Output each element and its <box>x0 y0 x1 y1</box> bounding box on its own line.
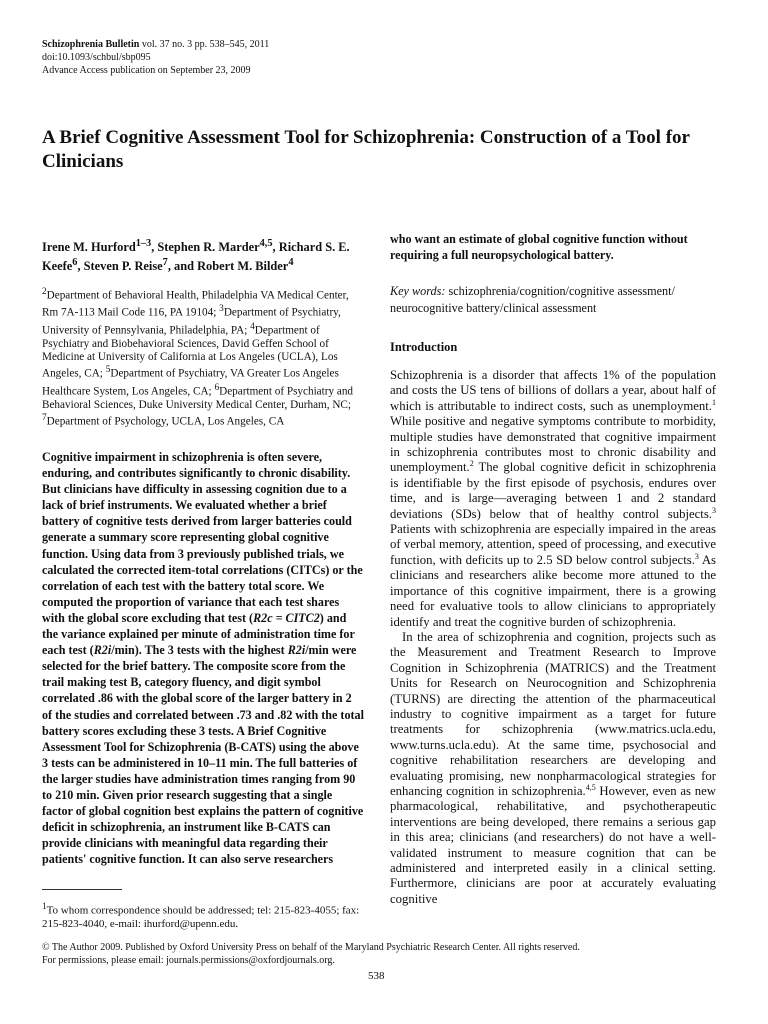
paragraph-text: The global cognitive deficit in schizophrenia is identifiable by the first episode of psychosis, endures over time, and is large—averaging between 1 and 2 standard deviations (SDs) below that of healthy control subjects. <box>390 460 716 521</box>
affiliation-text: Department of Behavioral Health, Philadelphia VA Medical Center, Rm 7A-113 Mail Code 116, PA 19104; <box>42 289 349 320</box>
journal-header <box>42 38 269 77</box>
doi: doi:10.1093/schbul/sbp095 <box>42 52 151 63</box>
citation-mark: 2 <box>469 459 474 469</box>
abstract-text: /min). The 3 tests with the highest <box>111 643 288 658</box>
paragraph-text: Patients with schizophrenia are especially impaired in the areas of verbal memory, attention, speed of processing, and executive function, with deficits up to 2.5 SD below control subjects. <box>390 522 716 567</box>
copyright-line: © The Author 2009. Published by Oxford University Press on behalf of the Maryland Psychiatric Research Center. All rights reserved. <box>42 942 580 953</box>
journal-citation <box>42 38 269 51</box>
intro-paragraph-1 <box>390 368 716 630</box>
affiliation-mark: 3 <box>219 304 224 315</box>
affiliation-mark: 6 <box>214 382 220 393</box>
affiliation-mark: 5 <box>105 365 111 376</box>
author-name: , Stephen R. Marder <box>151 240 260 255</box>
journal-name: Schizophrenia Bulletin <box>42 39 140 50</box>
intro-paragraph-2 <box>390 630 716 907</box>
author-name: Irene M. Hurford <box>42 240 136 255</box>
affiliation-text: Department of Psychiatry and Biobehavioral Sciences, David Geffen School of Medicine at University of California at Los Angeles (UCLA), Los Angeles, CA; <box>42 324 338 381</box>
keywords <box>390 283 716 316</box>
citation-mark: 3 <box>712 505 716 515</box>
affiliation-mark: 4 <box>250 321 255 332</box>
author-list <box>42 236 364 274</box>
author-name: , and Robert M. Bilder <box>167 259 289 274</box>
correspondence-footnote <box>42 900 364 931</box>
footnote-divider <box>42 889 122 890</box>
abstract-text: Cognitive impairment in schizophrenia is often severe, enduring, and contributes significantly to chronic disability. But clinicians have difficulty in assessing cognition due to a lack of brief instruments. We evaluated whether a brief battery of cognitive tests derived from larger batteries could generate a summary score representing global cognitive function. Using data from 3 previously published trials, we calculated the corrected item-total correlations (CITCs) or the correlation of each test with the battery total score. We computed the proportion of variance that each test shares with the global score excluding that test ( <box>42 450 363 625</box>
footnote-text: To whom correspondence should be addressed; tel: 215-823-4055; fax: 215-823-4040, e-mail: ihurford@upenn.edu. <box>42 904 360 931</box>
abstract <box>42 449 364 867</box>
article-title: A Brief Cognitive Assessment Tool for Schizophrenia: Construction of a Tool for Clinicians <box>42 127 690 172</box>
citation-mark: 3 <box>694 551 699 561</box>
formula-r2i: R2i <box>287 643 306 658</box>
author-affiliation-mark: 6 <box>72 257 78 269</box>
affiliation-text: Department of Psychiatry, VA Greater Los Angeles Healthcare System, Los Angeles, CA; <box>42 368 339 398</box>
paragraph-text: In the area of schizophrenia and cognition, projects such as the Measurement and Treatment Research to Improve Cognition in Schizophrenia (MATRICS) and the Treatment Units for Research on Neurocognition and Schizophrenia (TURNS) are directing the attention of the pharmaceutical industry to cognitive impairment as a target for future treatments for schizophrenia (www.matrics.ucla.edu, www.turns.ucla.edu). At the same time, psychosocial and cognitive rehabilitation researchers are developing and evaluating promising, new nonpharmacological strategies for enhancing cognition in schizophrenia. <box>390 629 716 798</box>
permissions-line: For permissions, please email: journals.permissions@oxfordjournals.org. <box>42 954 335 966</box>
formula-r2i: R2i <box>93 643 112 658</box>
paragraph-text: While positive and negative symptoms contribute to morbidity, multiple studies have demonstrated that cognitive impairment in schizophrenia contributes most to chronic disability and unemployment. <box>390 414 716 475</box>
keywords-label: Key words: <box>390 284 446 299</box>
abstract-continued: who want an estimate of global cognitive function without requiring a full neuropsychological battery. <box>390 232 688 263</box>
author-affiliation-mark: 7 <box>162 257 168 269</box>
section-heading-introduction: Introduction <box>390 340 458 354</box>
volume-info: vol. 37 no. 3 pp. 538–545, 2011 <box>139 39 270 50</box>
page-number: 538 <box>368 970 385 982</box>
abstract-text: ) and the variance explained per minute of administration time for each test ( <box>42 610 355 658</box>
paragraph-text: As clinicians and researchers alike become more attuned to the importance of this cognitive impairment, there is a growing need for evaluative tools to allow clinicians to appropriately identify and treat the cognitive burden of schizophrenia. <box>390 552 716 629</box>
affiliation-mark: 2 <box>42 287 47 298</box>
affiliation-text: Department of Psychology, UCLA, Los Angeles, CA <box>46 415 285 428</box>
affiliation-mark: 7 <box>42 413 47 424</box>
footnote-mark: 1 <box>42 901 47 911</box>
author-name: , Richard S. E. Keefe <box>42 240 350 274</box>
formula-r2c: R2c = CITC2 <box>253 610 320 625</box>
author-name: , Steven P. Reise <box>77 259 163 274</box>
right-column <box>390 231 716 907</box>
affiliations <box>42 286 364 429</box>
paragraph-text: However, even as new pharmacological, rehabilitative, and psychotherapeutic interventions are being developed, there remains a serious gap in this area; clinicians (and researchers) do not have a well-validated instrument to measure cognition that can be administered and interpreted easily in a clinical setting. Furthermore, clinicians are poor at accurately evaluating cognitive <box>390 783 716 906</box>
author-affiliation-mark: 1–3 <box>135 238 152 249</box>
advance-access-date: Advance Access publication on September 23, 2009 <box>42 65 251 76</box>
left-column <box>42 236 364 429</box>
affiliation-text: Department of Psychiatry and Behavioral Sciences, Duke University Medical Center, Durham, NC; <box>42 385 354 411</box>
author-affiliation-mark: 4 <box>288 257 294 269</box>
keywords-text: schizophrenia/cognition/cognitive assessment/ neurocognitive battery/clinical assessment <box>390 284 675 315</box>
citation-mark: 1 <box>712 397 716 407</box>
citation-mark: 4,5 <box>585 782 596 792</box>
affiliation-text: Department of Psychiatry, University of Pennsylvania, Philadelphia, PA; <box>42 307 341 337</box>
author-affiliation-mark: 4,5 <box>259 238 273 249</box>
copyright-notice <box>42 942 580 967</box>
paragraph-text: Schizophrenia is a disorder that affects 1% of the population and costs the US tens of billions of dollars a year, about half of which is attributable to indirect costs, such as unemployment. <box>390 368 716 413</box>
abstract-text: /min were selected for the brief battery. The composite score from the trail making test B, category fluency, and digit symbol correlated .86 with the global score of the larger battery in 2 of the studies and correlated between .73 and .82 with the total battery scores excluding these 3 tests. A Brief Cognitive Assessment Tool for Schizophrenia (B-CATS) using the above 3 tests can be administered in 10–11 min. The full batteries of the larger studies have administration times ranging from 90 to 210 min. Given prior research suggesting that a single factor of global cognition best explains the pattern of cognitive deficit in schizophrenia, an instrument like B-CATS can provide clinicians with meaningful data regarding their patients' cognitive function. It can also serve researchers <box>42 643 364 867</box>
